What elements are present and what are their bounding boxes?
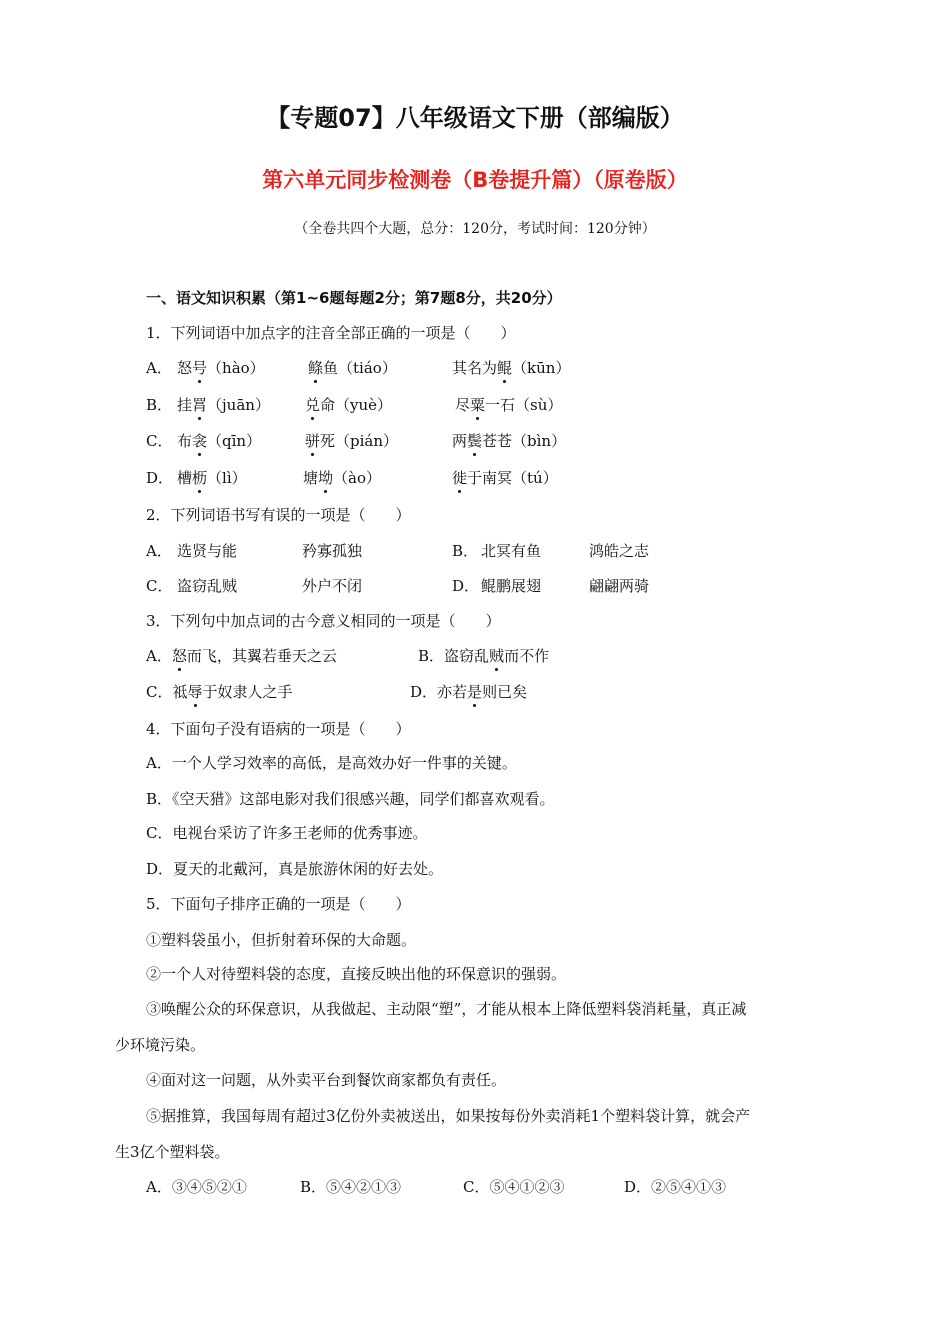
q5-option-d: D．②⑤④①③ [624, 1178, 727, 1196]
q5-option-c: C．⑤④①②③ [463, 1178, 565, 1196]
q1-option-d-word1: 槽枥（lì） [177, 469, 247, 487]
q2-option-a-word1: 选贤与能 [177, 542, 238, 560]
question-2-stem: 2．下列词语书写有误的一项是（ ） [146, 506, 411, 524]
q5-sentence-3-line2: 少环境污染。 [115, 1036, 206, 1054]
q5-sentence-1: ①塑料袋虽小，但折射着环保的大命题。 [146, 931, 417, 949]
q4-option-a: A．一个人学习效率的高低，是高效办好一件事的关键。 [146, 754, 517, 772]
document-title: 【专题07】八年级语文下册（部编版） [266, 104, 684, 132]
q3-option-d: D．亦若是则已矣 [410, 683, 528, 701]
q2-option-c-label: C． [146, 577, 173, 595]
q2-option-c-word2: 外户不闭 [302, 577, 363, 595]
q2-option-b-word1: 北冥有鱼 [481, 542, 542, 560]
q1-option-b-word2: 兑命（yuè） [305, 396, 393, 414]
question-4-stem: 4．下面句子没有语病的一项是（ ） [146, 720, 411, 738]
q1-option-a-label: A． [146, 359, 172, 377]
q2-option-a-word2: 矜寡孤独 [302, 542, 363, 560]
q5-sentence-5-line2: 生3亿个塑料袋。 [115, 1143, 230, 1161]
q3-option-c: C．祗辱于奴隶人之手 [146, 683, 293, 701]
q4-option-c: C．电视台采访了许多王老师的优秀事迹。 [146, 824, 428, 842]
q1-option-a-word3: 其名为鲲（kūn） [452, 359, 571, 377]
q1-option-d-word3: 徙于南冥（tú） [452, 469, 558, 487]
q2-option-d-word2: 翩翩两骑 [589, 577, 650, 595]
q5-option-a: A．③④⑤②① [146, 1178, 247, 1196]
q3-option-a: A．怒而飞，其翼若垂天之云 [146, 647, 337, 665]
q5-sentence-3-line1: ③唤醒公众的环保意识，从我做起、主动限“塑”，才能从根本上降低塑料袋消耗量，真正减 [146, 1000, 747, 1018]
q2-option-b-word2: 鸿皓之志 [589, 542, 650, 560]
question-5-stem: 5．下面句子排序正确的一项是（ ） [146, 895, 411, 913]
section-heading: 一、语文知识积累（第1~6题每题2分；第7题8分，共20分） [146, 289, 562, 307]
question-3-stem: 3．下列句中加点词的古今意义相同的一项是（ ） [146, 612, 501, 630]
q2-option-d-word1: 鲲鹏展翅 [481, 577, 542, 595]
q2-option-a-label: A． [146, 542, 172, 560]
q5-sentence-5-line1: ⑤据推算，我国每周有超过3亿份外卖被送出，如果按每份外卖消耗1个塑料袋计算，就会产 [146, 1107, 751, 1125]
q2-option-b-label: B． [452, 542, 479, 560]
q1-option-d-word2: 塘坳（ào） [303, 469, 382, 487]
q1-option-c-word3: 两鬓苍苍（bìn） [452, 432, 567, 450]
q5-sentence-4: ④面对这一问题，从外卖平台到餐饮商家都负有责任。 [146, 1071, 507, 1089]
q1-option-b-label: B． [146, 396, 173, 414]
question-1-stem: 1．下列词语中加点字的注音全部正确的一项是（ ） [146, 324, 516, 342]
q1-option-c-word1: 布衾（qīn） [177, 432, 262, 450]
q1-option-a-word1: 怒号（hào） [177, 359, 265, 377]
exam-info: （全卷共四个大题，总分：120分，考试时间：120分钟） [294, 221, 656, 237]
document-subtitle: 第六单元同步检测卷（B卷提升篇）（原卷版） [262, 168, 688, 192]
q1-option-b-word3: 尽粟一石（sù） [455, 396, 563, 414]
q5-sentence-2: ②一个人对待塑料袋的态度，直接反映出他的环保意识的强弱。 [146, 965, 567, 983]
q1-option-d-label: D． [146, 469, 174, 487]
q4-option-b: B．《空天猎》这部电影对我们很感兴趣，同学们都喜欢观看。 [146, 790, 555, 808]
q3-option-b: B．盗窃乱贼而不作 [418, 647, 550, 665]
q2-option-d-label: D． [452, 577, 480, 595]
q5-option-b: B．⑤④②①③ [300, 1178, 402, 1196]
q4-option-d: D．夏天的北戴河，真是旅游休闲的好去处。 [146, 860, 444, 878]
q1-option-a-word2: 鲦鱼（tiáo） [308, 359, 397, 377]
q1-option-c-label: C． [146, 432, 173, 450]
q2-option-c-word1: 盗窃乱贼 [177, 577, 238, 595]
q1-option-b-word1: 挂罥（juān） [177, 396, 270, 414]
q1-option-c-word2: 骈死（pián） [305, 432, 399, 450]
